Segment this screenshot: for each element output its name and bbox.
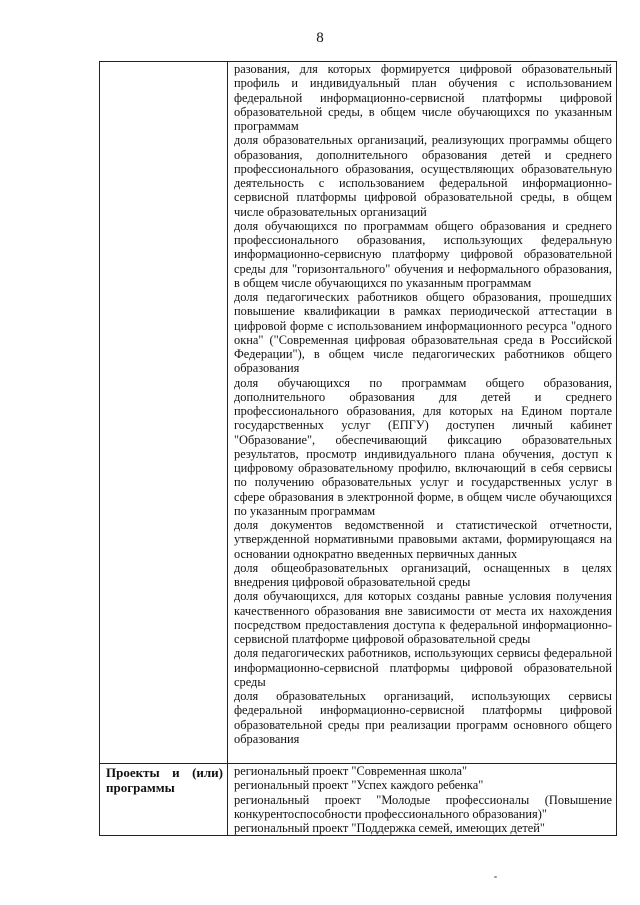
page-number: 8 xyxy=(316,30,324,46)
program-list xyxy=(228,764,616,835)
indicator-item: доля документов ведомственной и статистической отчетности, утвержденной нормативными правовыми актами, формирующаяся на основании однократно введенных первичных данных xyxy=(234,518,612,561)
programs-label: Проекты и (или) программы xyxy=(106,765,223,795)
indicator-item: доля образовательных организаций, реализующих программы общего образования, дополнительного образования детей и среднего профессионального образования, осуществляющих образовательную деятельность с использованием федеральной информационно-сервисной платформы цифровой образовательной среды, в общем числе образовательных организаций xyxy=(234,133,612,219)
programs-cell xyxy=(228,764,617,836)
indicators-cell xyxy=(228,62,617,764)
program-item: региональный проект "Успех каждого ребенка" xyxy=(234,778,484,793)
program-item: региональный проект "Молодые профессионалы (Повышение конкурентоспособности профессионального образования)" xyxy=(234,792,612,821)
indicators-row xyxy=(100,62,617,764)
indicator-item: доля образовательных организаций, использующих сервисы федеральной информационно-сервисной платформы цифровой образовательной среды при реализации программ основного общего образования xyxy=(234,689,612,746)
indicator-item: доля педагогических работников, использующих сервисы федеральной информационно-сервисной платформы цифровой образовательной среды xyxy=(234,646,612,689)
programs-label-cell xyxy=(100,764,228,836)
indicators-label-cell xyxy=(100,62,228,764)
passport-table xyxy=(99,61,617,836)
program-item: региональный проект "Поддержка семей, имеющих детей" xyxy=(234,821,545,835)
program-item: региональный проект "Современная школа" xyxy=(234,764,468,778)
programs-row xyxy=(100,764,617,836)
indicator-item: доля общеобразовательных организаций, оснащенных в целях внедрения цифровой образовательной среды xyxy=(234,560,612,589)
indicator-item: разования, для которых формируется цифровой образовательный профиль и индивидуальный план обучения с использованием федеральной информационно-сервисной платформы цифровой образовательной среды, в общем числе обучающихся по указанным программам xyxy=(234,62,612,133)
indicator-item: доля педагогических работников общего образования, прошедших повышение квалификации в рамках периодической аттестации в цифровой форме с использованием информационного ресурса "одного окна" ("Современная цифровая образовательная среда в Российской Федерации"), в общем числе педагогических работников общего образования xyxy=(234,290,612,376)
indicator-item: доля обучающихся по программам общего образования, дополнительного образования для детей и среднего профессионального образования, для которых на Едином портале государственных услуг (ЕПГУ) доступен личный кабинет "Образование", обеспечивающий фиксацию образовательных результатов, просмотр индивидуального плана обучения, доступ к цифровому образовательному профилю, включающий в себя сервисы по получению образовательных услуг и государственных услуг в сфере образования в электронной форме, в общем числе обучающихся по указанным программам xyxy=(234,375,612,518)
scan-speck xyxy=(494,876,497,878)
indicator-list xyxy=(228,62,616,746)
indicator-item: доля обучающихся, для которых созданы равные условия получения качественного образования вне зависимости от места их нахождения посредством предоставления доступа к федеральной информационно-сервисной платформе цифровой образовательной среды xyxy=(234,589,612,646)
indicator-item: доля обучающихся по программам общего образования и среднего профессионального образования, использующих федеральную информационно-сервисную платформу цифровой образовательной среды для "горизонтального" обучения и неформального образования, в общем числе обучающихся по указанным программам xyxy=(234,218,612,290)
